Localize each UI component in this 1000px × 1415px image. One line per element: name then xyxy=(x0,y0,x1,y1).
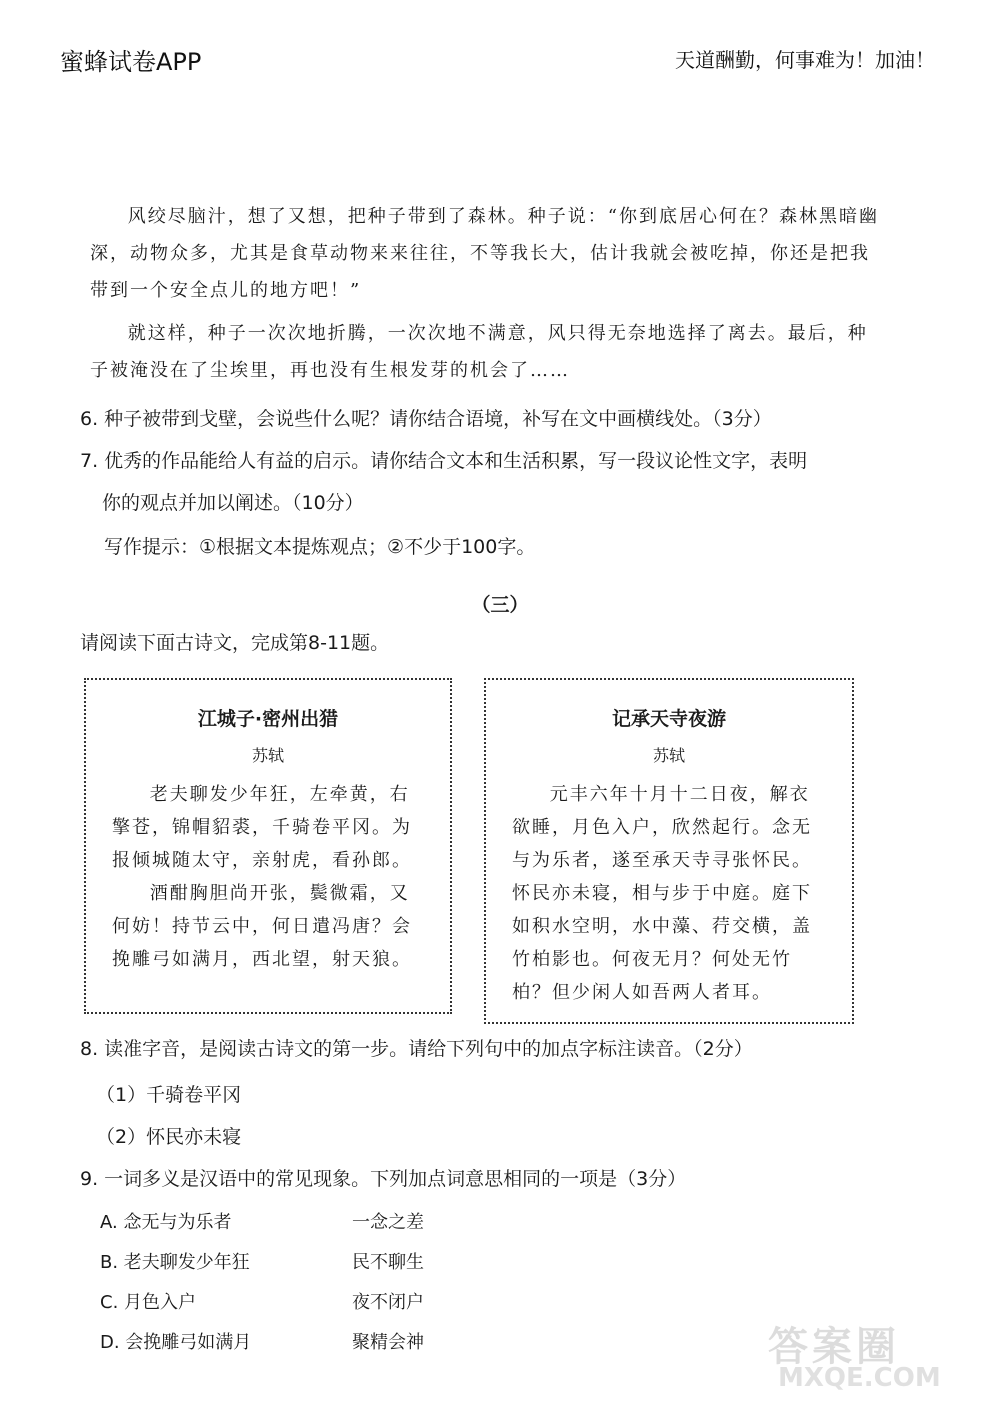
poem-title: 江城子·密州出猎 xyxy=(197,708,339,730)
option-b-right: 民不聊生 xyxy=(352,1252,424,1273)
question-8: 8. 读准字音，是阅读古诗文的第一步。请给下列句中的加点字标注读音。（2分） xyxy=(80,1038,753,1060)
option-c-right: 夜不闭户 xyxy=(352,1292,424,1313)
option-a-left: A. 念无与为乐者 xyxy=(100,1212,232,1233)
option-c-left: C. 月色入户 xyxy=(100,1292,197,1313)
option-b-left: B. 老夫聊发少年狂 xyxy=(100,1252,250,1273)
question-7 xyxy=(80,440,880,524)
question-6: 6. 种子被带到戈壁，会说些什么呢？请你结合语境，补写在文中画横线处。（3分） xyxy=(80,408,772,430)
section-instruction: 请阅读下面古诗文，完成第8-11题。 xyxy=(80,632,390,654)
option-d-right: 聚精会神 xyxy=(352,1332,424,1353)
prose-author: 苏轼 xyxy=(652,746,685,765)
prose-title: 记承天寺夜游 xyxy=(611,708,726,730)
prose-body xyxy=(486,766,852,1009)
question-7-line1: 7. 优秀的作品能给人有益的启示。请你结合文本和生活积累，写一段议论性文字，表明 xyxy=(80,450,808,472)
question-8-item-1: （1）千骑卷平冈 xyxy=(96,1084,242,1106)
watermark-logo xyxy=(748,1307,978,1397)
story-paragraph: 就这样，种子一次次地折腾，一次次地不满意，风只得无奈地选择了离去。最后，种子被淹没在了尘埃里，再也没有生根发芽的机会了…… xyxy=(90,323,868,381)
question-9: 9. 一词多义是汉语中的常见现象。下列加点词意思相同的一项是（3分） xyxy=(80,1168,687,1190)
story-paragraph: 风绞尽脑汁，想了又想，把种子带到了森林。种子说：“你到底居心何在？森林黑暗幽深，动物众多，尤其是食草动物来来往往，不等我长大，估计我就会被吃掉，你还是把我带到一个安全点儿的地方吧！” xyxy=(90,206,879,301)
poem-author: 苏轼 xyxy=(251,746,284,765)
app-name: 蜜蜂试卷APP xyxy=(60,48,202,76)
poem-box xyxy=(84,678,452,1014)
question-8-item-2: （2）怀民亦未寝 xyxy=(96,1126,242,1148)
watermark-url: MXQE.COM xyxy=(778,1363,941,1393)
prose-paragraph: 元丰六年十月十二日夜，解衣欲睡，月色入户，欣然起行。念无与为乐者，遂至承天寺寻张怀民。怀民亦未寝，相与步于中庭。庭下如积水空明，水中藻、荇交横，盖竹柏影也。何夜无月？何处无竹柏？但少闲人如吾两人者耳。 xyxy=(512,784,812,1003)
question-7-line2: 你的观点并加以阐述。（10分） xyxy=(102,492,364,514)
option-a-right: 一念之差 xyxy=(352,1212,424,1233)
story-passage xyxy=(90,198,880,389)
writing-tip: 写作提示：①根据文本提炼观点；②不少于100字。 xyxy=(104,536,536,558)
watermark-text: 答案圈 xyxy=(768,1324,900,1370)
slogan: 天道酬勤，何事难为！加油！ xyxy=(675,48,935,72)
poem-paragraph: 老夫聊发少年狂，左牵黄，右擎苍，锦帽貂裘，千骑卷平冈。为报倾城随太守，亲射虎，看孙郎。 xyxy=(112,784,412,871)
section-title: （三） xyxy=(471,594,529,616)
option-d-left: D. 会挽雕弓如满月 xyxy=(100,1332,252,1353)
prose-box xyxy=(484,678,854,1024)
poem-body xyxy=(86,766,450,976)
poem-paragraph: 酒酣胸胆尚开张，鬓微霜，又何妨！持节云中，何日遣冯唐？会挽雕弓如满月，西北望，射天狼。 xyxy=(112,883,412,970)
